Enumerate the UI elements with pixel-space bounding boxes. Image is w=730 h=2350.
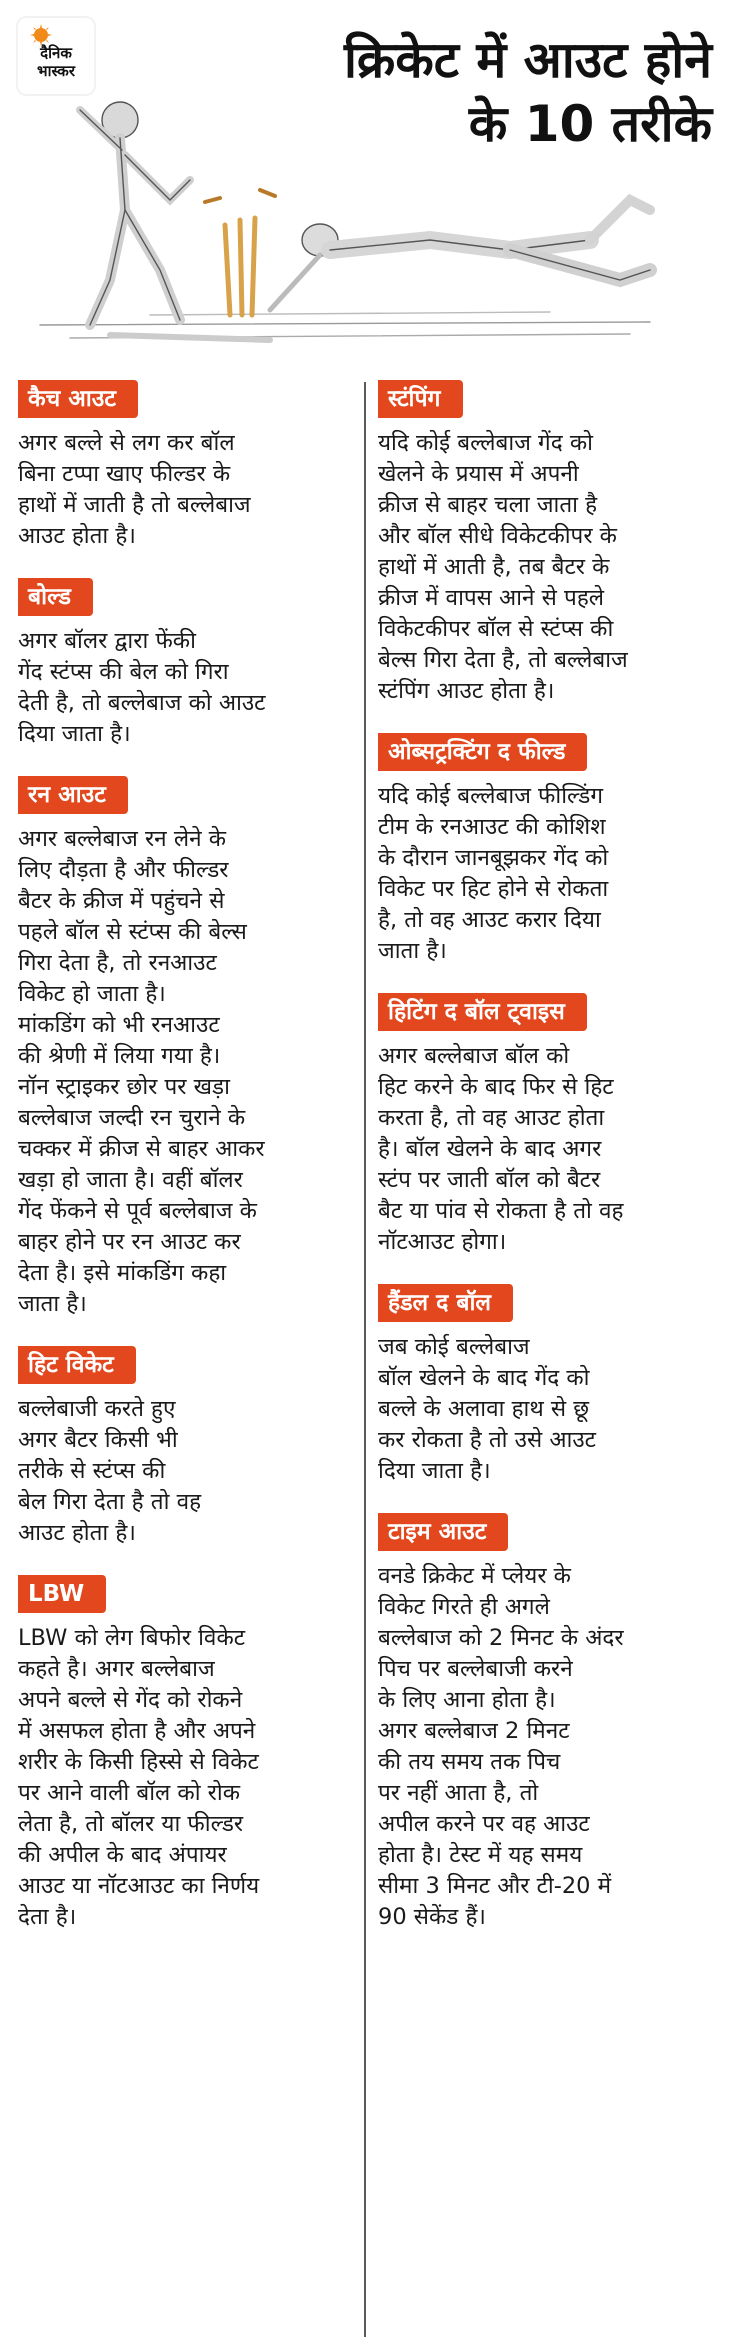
left-column xyxy=(18,380,348,1959)
section-heading: बोल्ड xyxy=(18,578,93,616)
logo-line-1: दैनिक xyxy=(40,44,72,62)
dainik-bhaskar-logo[interactable] xyxy=(18,18,94,94)
sun-icon xyxy=(30,24,52,46)
section-hit-wicket xyxy=(18,1346,348,1549)
section-heading: हैंडल द बॉल xyxy=(378,1284,513,1322)
section-stumping xyxy=(378,380,718,707)
right-column xyxy=(378,380,718,1959)
section-text: यदि कोई बल्लेबाज गेंद को खेलने के प्रयास में अपनी क्रीज से बाहर चला जाता है और बॉल सीधे विकेटकीपर के हाथों में आती है, तब बैटर के क्रीज में वापस आने से पहले विकेटकीपर बॉल से स्टंप्स की बेल्स गिरा देता है, तो बल्लेबाज स्टंपिंग आउट होता है। xyxy=(378,430,628,704)
section-heading: रन आउट xyxy=(18,776,128,814)
section-catch-out xyxy=(18,380,348,552)
section-text: अगर बॉलर द्वारा फेंकी गेंद स्टंप्स की बेल को गिरा देती है, तो बल्लेबाज को आउट दिया जाता है। xyxy=(18,628,266,747)
section-heading: ओब्सट्रक्टिंग द फील्ड xyxy=(378,733,587,771)
page-title: क्रिकेट में आउट होने के 10 तरीके xyxy=(343,31,712,153)
section-hitting-the-ball-twice xyxy=(378,993,718,1258)
section-timed-out xyxy=(378,1513,718,1933)
section-run-out xyxy=(18,776,348,1320)
section-text: अगर बल्लेबाज बॉल को हिट करने के बाद फिर से हिट करता है, तो वह आउट होता है। बॉल खेलने के बाद अगर स्टंप पर जाती बॉल को बैटर बैट या पांव से रोकता है तो वह नॉटआउट होगा। xyxy=(378,1043,624,1255)
section-text: अगर बल्लेबाज रन लेने के लिए दौड़ता है और फील्डर बैटर के क्रीज में पहुंचने से पहले बॉल से स्टंप्स की बेल्स गिरा देता है, तो रनआउट विकेट हो जाता है। मांकडिंग को भी रनआउट की श्रेणी में लिया गया है। नॉन स्ट्राइकर छोर पर खड़ा बल्लेबाज जल्दी रन चुराने के चक्कर में क्रीज से बाहर आकर खड़ा हो जाता है। वहीं बॉलर गेंद फेंकने से पूर्व बल्लेबाज के बाहर होने पर रन आउट कर देता है। इसे मांकडिंग कहा जाता है। xyxy=(18,826,265,1317)
section-heading: स्टंपिंग xyxy=(378,380,463,418)
section-heading: LBW xyxy=(18,1575,106,1613)
section-text: LBW को लेग बिफोर विकेट कहते है। अगर बल्लेबाज अपने बल्ले से गेंद को रोकने में असफल होता है और अपने शरीर के किसी हिस्से से विकेट पर आने वाली बॉल को रोक लेता है, तो बॉलर या फील्डर की अपील के बाद अंपायर आउट या नॉटआउट का निर्णय देता है। xyxy=(18,1625,260,1930)
column-divider xyxy=(364,382,366,2337)
section-text: जब कोई बल्लेबाज बॉल खेलने के बाद गेंद को बल्ले के अलावा हाथ से छू कर रोकता है तो उसे आउट दिया जाता है। xyxy=(378,1334,597,1484)
section-heading: हिट विकेट xyxy=(18,1346,136,1384)
section-heading: हिटिंग द बॉल ट्वाइस xyxy=(378,993,587,1031)
section-heading: कैच आउट xyxy=(18,380,138,418)
section-heading: टाइम आउट xyxy=(378,1513,508,1551)
header xyxy=(0,0,730,360)
section-obstructing-the-field xyxy=(378,733,718,967)
section-handled-the-ball xyxy=(378,1284,718,1487)
section-text: यदि कोई बल्लेबाज फील्डिंग टीम के रनआउट की कोशिश के दौरान जानबूझकर गेंद को विकेट पर हिट होने से रोकता है, तो वह आउट करार दिया जाता है। xyxy=(378,783,609,964)
logo-line-2: भास्कर xyxy=(37,62,75,80)
section-text: बल्लेबाजी करते हुए अगर बैटर किसी भी तरीके से स्टंप्स की बेल गिरा देता है तो वह आउट होता है। xyxy=(18,1396,202,1546)
section-text: वनडे क्रिकेट में प्लेयर के विकेट गिरते ही अगले बल्लेबाज को 2 मिनट के अंदर पिच पर बल्लेबाजी करने के लिए आना होता है। अगर बल्लेबाज 2 मिनट की तय समय तक पिच पर नहीं आता है, तो अपील करने पर वह आउट होता है। टेस्ट में यह समय सीमा 3 मिनट और टी-20 में 90 सेकेंड हैं। xyxy=(378,1563,624,1930)
section-lbw xyxy=(18,1575,348,1933)
section-text: अगर बल्ले से लग कर बॉल बिना टप्पा खाए फील्डर के हाथों में जाती है तो बल्लेबाज आउट होता है। xyxy=(18,430,251,549)
section-bowled xyxy=(18,578,348,750)
